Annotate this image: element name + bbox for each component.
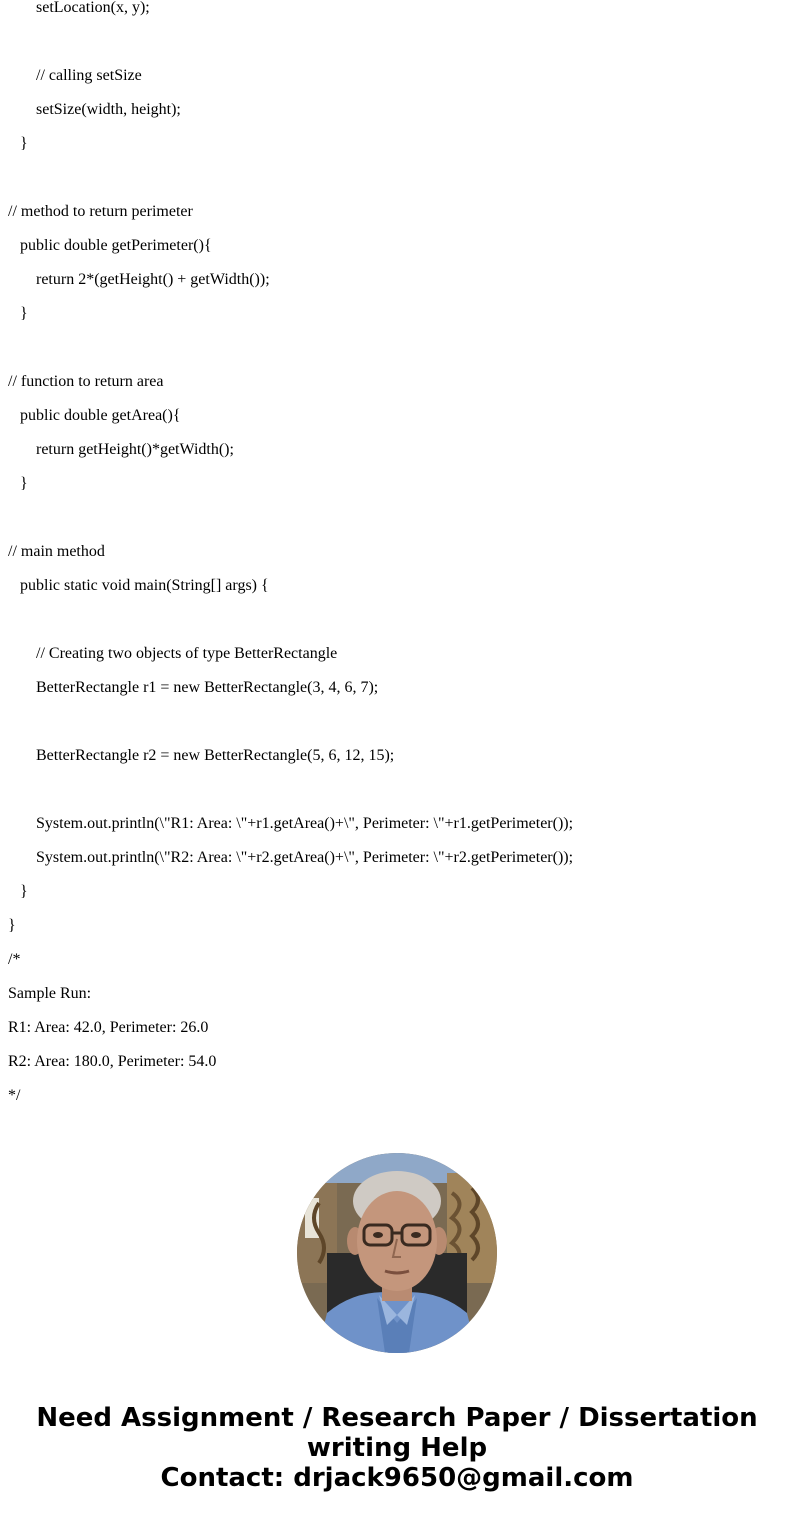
code-line: // calling setSize: [36, 67, 142, 84]
promo-contact: Contact: drjack9650@gmail.com: [160, 1463, 634, 1493]
code-line: /*: [8, 951, 21, 968]
code-line: R1: Area: 42.0, Perimeter: 26.0: [8, 1019, 209, 1036]
code-line: setLocation(x, y);: [36, 0, 150, 16]
code-line: [8, 161, 788, 195]
code-line: [8, 25, 788, 59]
code-line: System.out.println(\"R2: Area: \"+r2.getArea()+\", Perimeter: \"+r2.getPerimeter());: [36, 849, 574, 866]
code-line: [8, 331, 788, 365]
code-line: [8, 705, 788, 739]
code-line: BetterRectangle r1 = new BetterRectangle(3, 4, 6, 7);: [36, 679, 379, 696]
code-line: [8, 501, 788, 535]
code-line: public double getPerimeter(){: [20, 237, 212, 254]
code-line: }: [20, 883, 28, 900]
code-line: }: [20, 135, 28, 152]
promo-line: writing Help: [306, 1433, 488, 1463]
code-line: // Creating two objects of type BetterRectangle: [36, 645, 338, 662]
promo-line: Need Assignment / Research Paper / Dissertation: [36, 1403, 758, 1433]
code-line: }: [20, 305, 28, 322]
promo-banner: [0, 1403, 794, 1493]
code-line: public static void main(String[] args) {: [20, 577, 269, 594]
code-line: return 2*(getHeight() + getWidth());: [36, 271, 270, 288]
code-line: R2: Area: 180.0, Perimeter: 54.0: [8, 1053, 217, 1070]
code-line: */: [8, 1087, 21, 1104]
code-line: }: [20, 475, 28, 492]
code-line: // main method: [8, 543, 105, 560]
code-line: // function to return area: [8, 373, 164, 390]
person-portrait-icon: [297, 1153, 497, 1353]
code-line: public double getArea(){: [20, 407, 181, 424]
code-line: setSize(width, height);: [36, 101, 181, 118]
code-line: System.out.println(\"R1: Area: \"+r1.getArea()+\", Perimeter: \"+r1.getPerimeter());: [36, 815, 574, 832]
code-listing: [8, 0, 788, 1113]
code-line: Sample Run:: [8, 985, 92, 1002]
code-line: return getHeight()*getWidth();: [36, 441, 234, 458]
code-line: // method to return perimeter: [8, 203, 193, 220]
code-line: [8, 773, 788, 807]
author-avatar: [297, 1153, 497, 1353]
code-line: BetterRectangle r2 = new BetterRectangle(5, 6, 12, 15);: [36, 747, 395, 764]
code-line: }: [8, 917, 16, 934]
code-line: [8, 603, 788, 637]
